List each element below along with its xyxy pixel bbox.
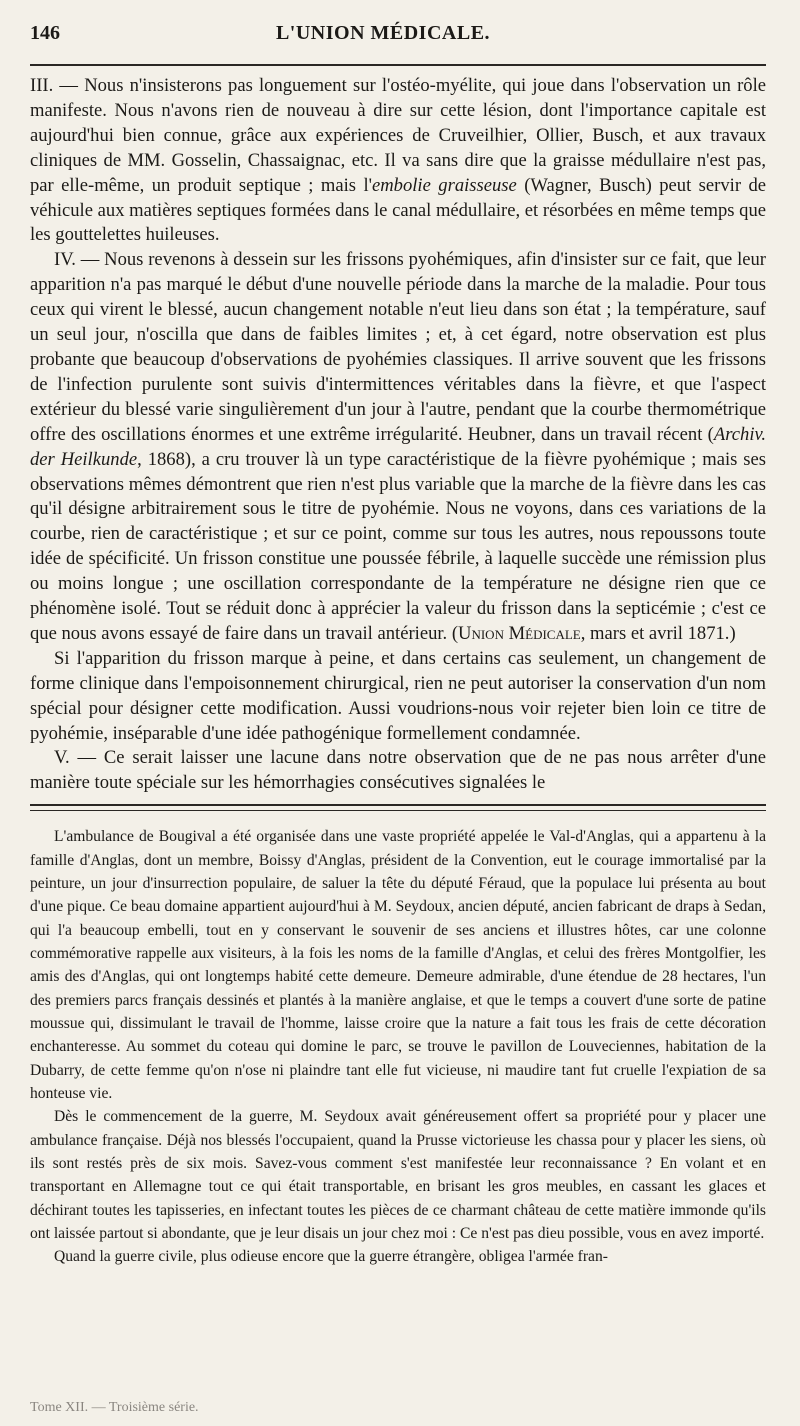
citation-archiv: Archiv. der Heilkunde	[30, 423, 766, 470]
page-header	[30, 22, 766, 62]
header-rule	[30, 64, 766, 66]
citation-union-medicale: Union Médicale	[458, 622, 581, 644]
page-footer: Tome XII. — Troisième série.	[30, 1400, 199, 1415]
feuilleton-paragraph-guerre: Dès le commencement de la guerre, M. Seydoux avait généreusement offert sa propriété pour y placer une ambulance française. Déjà nos blessés l'occupaient, quand la Prusse victorieuse les chassa pour y placer les siens, où ils sont restés près de six mois. Savez-vous comment s'est manifestée leur reconnaissance ? En volant et en transportant en Allemagne tout ce qui était transportable, en brisant les gros meubles, en cassant les glaces et déchirant toutes les tapisseries, en infectant toutes les pièces de ce charmant château de cette matière immonde qu'ils ont laissée partout si abondante, que je leur disais un jour chez moi : Ce n'est pas dieu possible, vous en avez importé.	[30, 1108, 766, 1243]
running-title: L'UNION MÉDICALE.	[275, 22, 491, 44]
feuilleton-paragraph-ambulance: L'ambulance de Bougival a été organisée dans une vaste propriété appelée le Val-d'Anglas, qui a appartenu à la famille d'Anglas, dont un membre, Boissy d'Anglas, président de la Convention, eut le courage immortalisé par la peinture, un jour d'insurrection populaire, de saluer la tête du député Féraud, que la populace lui présenta au bout d'une pique. Ce beau domaine appartient aujourd'hui à M. Seydoux, ancien député, ancien fabricant de draps à Sedan, qui l'a beaucoup embelli, tout en y conservant le souvenir de ses anciens et illustres hôtes, car une colonne commémorative rappelle aux visiteurs, à la fois les noms de la famille d'Anglas, et celui des frères Montgolfier, les amis des d'Anglas, qui ont longtemps habité cette demeure. Demeure admirable, d'une étendue de 28 hectares, l'un des premiers parcs français dessinés et plantés à la manière anglaise, et que le temps a couvert d'une sorte de patine moussue qui, dissimulant le travail de l'homme, laisse croire que la nature a fait tous les frais de cette décoration enchanteresse. Au sommet du coteau qui domine le parc, se trouve le pavillon de Louveciennes, habitation de la Dubarry, de cette femme qu'on n'ose ni plaindre tant elle fut vicieuse, ni maudire tant fut cruelle l'expiation de sa honteuse vie.	[30, 828, 766, 1103]
feuilleton-rule	[30, 804, 766, 811]
paragraph-pyohemie: Si l'apparition du frisson marque à peine, et dans certains cas seulement, un changement de forme clinique dans l'empoisonnement chirurgical, rien ne peut autoriser la conservation d'un nom spécial pour désigner cette modification. Aussi voudrions-nous voir rejeter bien loin ce titre de pyohémie, inséparable d'une idée pathogénique formellement condamnée.	[30, 647, 766, 744]
page-number: 146	[30, 22, 60, 44]
paragraph-hemorrhagies: V. — Ce serait laisser une lacune dans notre observation que de ne pas nous arrêter d'une manière toute spéciale sur les hémorrhagies consécutives signalées le	[30, 747, 766, 794]
paragraph-osteomyelite: III. — Nous n'insisterons pas longuement sur l'ostéo-myélite, qui joue dans l'observation un rôle manifeste. Nous n'avons rien de nouveau à dire sur cette lésion, dont l'importance capitale est aujourd'hui bien connue, grâce aux expériences de Cruveilhier, Ollier, Busch, et aux travaux cliniques de MM. Gosselin, Chassaignac, etc. Il va sans dire que la graisse médullaire n'est pas, par elle-même, un produit septique ; mais l'embolie graisseuse (Wagner, Busch) peut servir de véhicule aux matières septiques formées dans le canal médullaire, et résorbées en même temps que les gouttelettes huileuses.	[30, 75, 767, 246]
paragraph-frissons: IV. — Nous revenons à dessein sur les frissons pyohémiques, afin d'insister sur ce fait, que leur apparition n'a pas marqué le début d'une nouvelle période dans la marche de la maladie. Pour tous ceux qui virent le blessé, aucun changement notable n'eut lieu dans son état ; la température, sauf un seul jour, n'oscilla que dans de faibles limites ; et, à cet égard, notre observation est plus probante que beaucoup d'observations de pyohémies classiques. Il arrive souvent que les frissons de l'infection purulente sont suivis d'intermittences véritables dans la fièvre, et que l'aspect extérieur du blessé varie singulièrement d'un jour à l'autre, pendant que la courbe thermométrique offre des oscillations énormes et une extrême irrégularité. Heubner, dans un travail récent (Archiv. der Heilkunde, 1868), a cru trouver là un type caractéristique de la fièvre pyohémique ; mais ses observations mêmes démontrent que rien n'est plus variable que la marche de la fièvre dans les cas qu'il désigne arbitrairement sous le titre de pyohémie. Nous ne voyons, dans ces variations de la courbe, rien de caractéristique ; et sur ce point, comme sur tous les autres, nous repoussons toute idée de spécificité. Un frisson constitue une poussée fébrile, à laquelle succède une rémission plus ou moins longue ; une oscillation correspondante de la température ne désigne rien que ce phénomène isolé. Tout se réduit donc à apprécier la valeur du frisson dans la septicémie ; c'est ce que nous avons essayé de faire dans un travail antérieur. (Union Médicale, mars et avril 1871.)	[30, 249, 766, 644]
feuilleton	[30, 825, 766, 1269]
journal-page	[30, 22, 766, 1269]
emphasis-embolie: embolie graisseuse	[371, 174, 517, 196]
main-article	[30, 74, 766, 796]
feuilleton-paragraph-guerre-civile: Quand la guerre civile, plus odieuse encore que la guerre étrangère, obligea l'armée fran-	[54, 1248, 608, 1266]
